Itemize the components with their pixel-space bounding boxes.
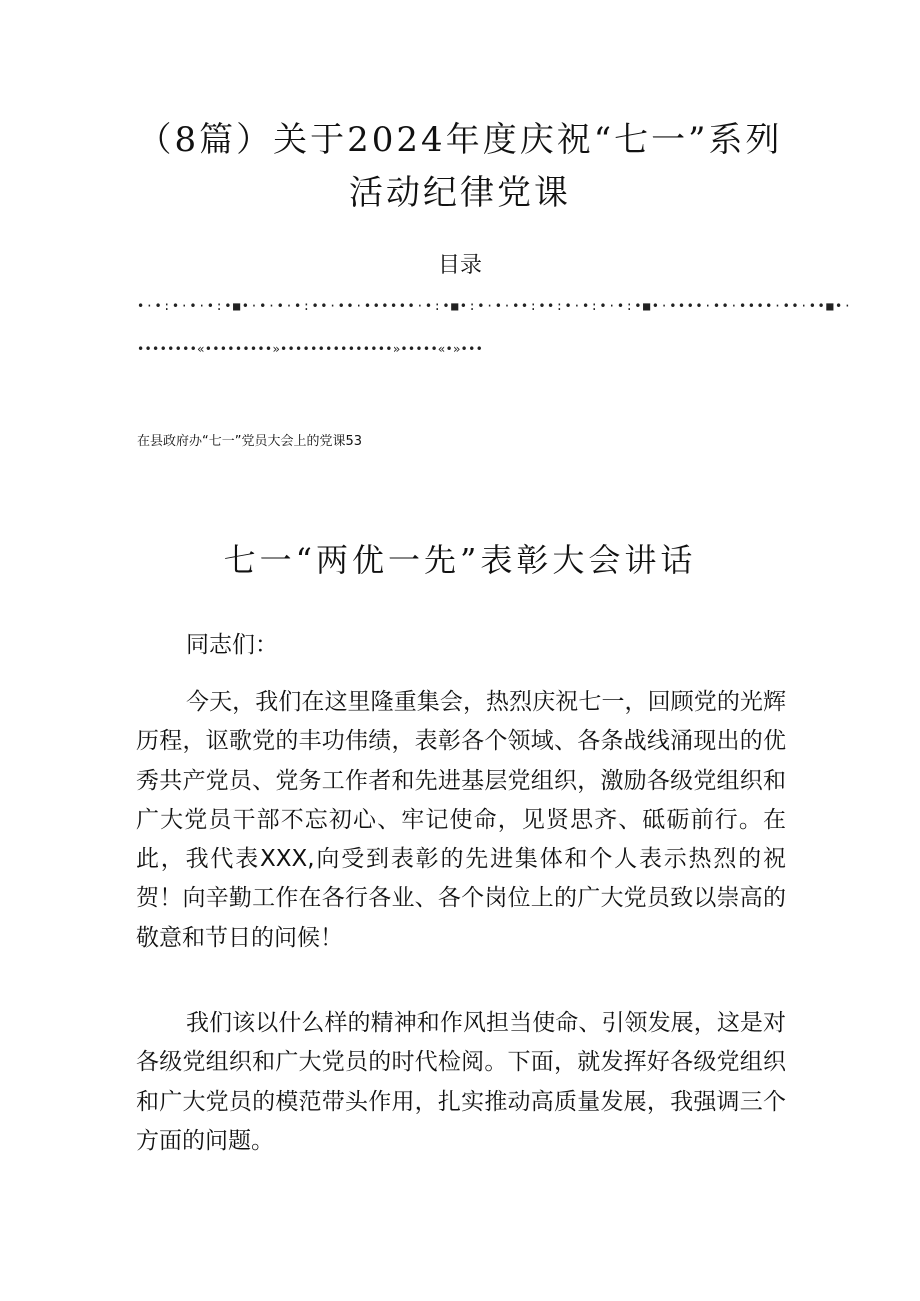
toc-heading: 目录 bbox=[437, 253, 482, 278]
toc-leader-dots: ••••••••«•••••••••»•••••••••••••••»•••••«•»••• bbox=[137, 342, 484, 356]
body-paragraph: 今天，我们在这里隆重集会，热烈庆祝七一，回顾党的光辉历程，讴歌党的丰功伟绩，表彰各个领域、各条战线涌现出的优秀共产党员、党务工作者和先进基层党组织，激励各级党组织和广大党员干部不忘初心、牢记使命，见贤思齐、砥砺前行。在此，我代表XXX,向受到表彰的先进集体和个人表示热烈的祝贺！向辛勤工作在各行各业、各个岗位上的广大党员致以崇高的敬意和节日的问候！ bbox=[136, 689, 786, 951]
speech-title: 七一“两优一先”表彰大会讲话 bbox=[223, 541, 697, 579]
toc-leader-dots: •·•:•·•·•:•■•·•·•·•:••·••·••••••·•:•■•:•·•·••:••:•·•:•·•:•■•·••••·••·••••·••·••■•· bbox=[137, 299, 853, 313]
toc-entry[interactable]: 在县政府办“七一”党员大会上的党课53 bbox=[137, 434, 363, 449]
salutation: 同志们： bbox=[186, 632, 278, 658]
document-title-line-1: （8篇）关于2024年度庆祝“七一”系列 bbox=[137, 120, 783, 160]
document-title-line-2: 活动纪律党课 bbox=[349, 173, 571, 213]
body-paragraph: 我们该以什么样的精神和作风担当使命、引领发展，这是对各级党组织和广大党员的时代检阅。下面，就发挥好各级党组织和广大党员的模范带头作用，扎实推动高质量发展，我强调三个方面的问题。 bbox=[136, 1010, 786, 1154]
